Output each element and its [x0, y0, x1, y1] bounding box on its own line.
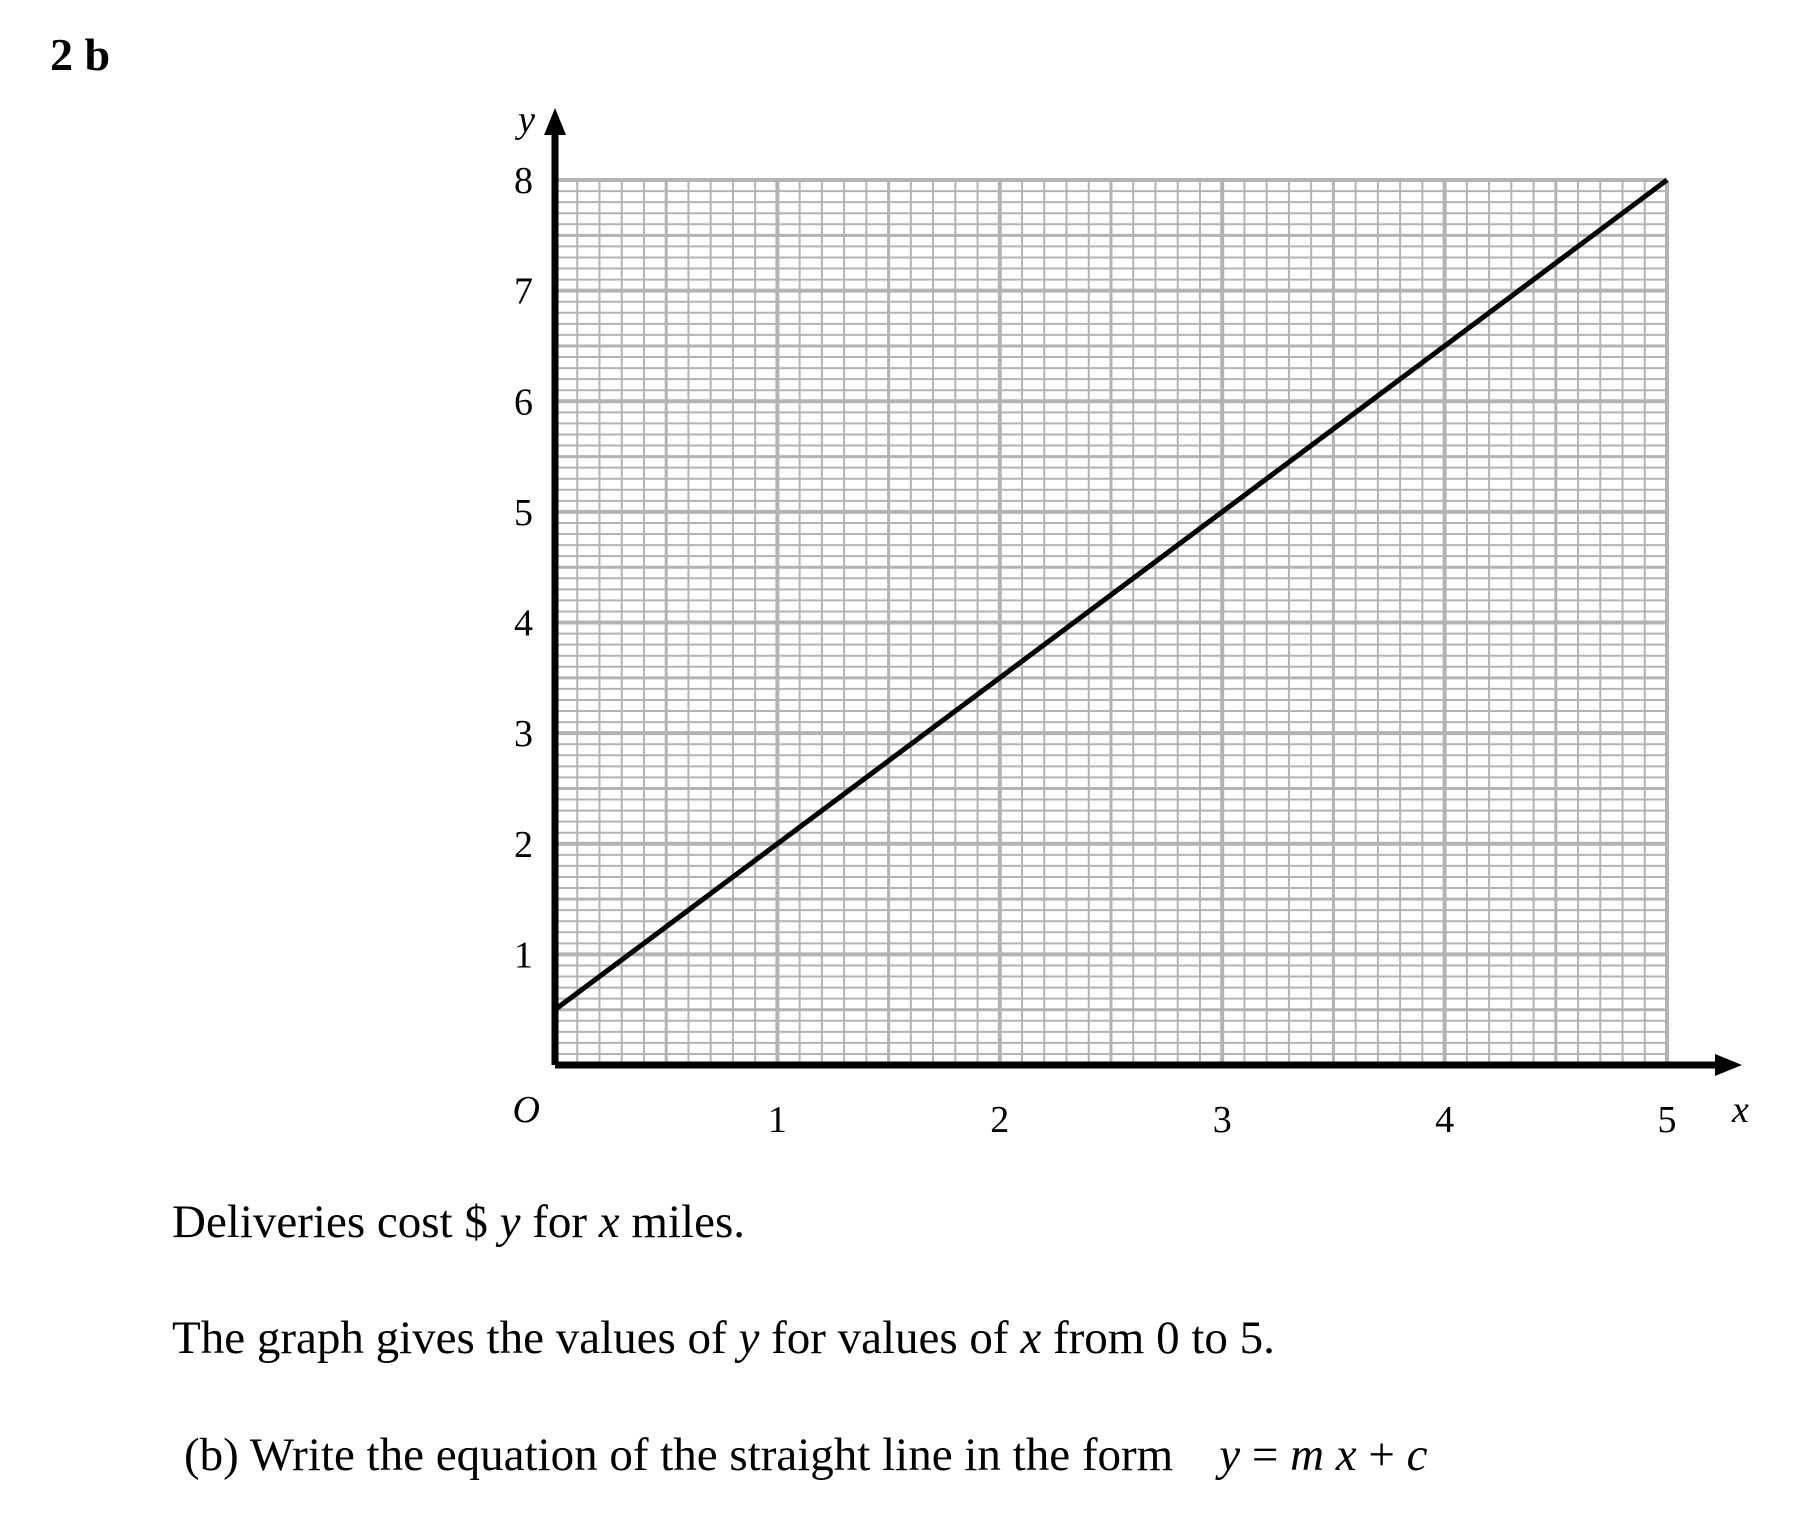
eq-equals: = [1251, 1429, 1291, 1481]
question-number: 2 b [50, 29, 111, 80]
text-fragment: Deliveries cost $ [172, 1196, 500, 1248]
paragraph-deliveries-cost [172, 1195, 745, 1249]
text-fragment: from 0 to 5. [1041, 1312, 1275, 1364]
var-y: y [738, 1312, 760, 1364]
y-tick-label: 7 [514, 270, 533, 313]
y-tick-label: 4 [514, 602, 533, 645]
x-axis-label: x [1732, 1089, 1749, 1131]
eq-plus: + [1368, 1429, 1407, 1481]
paragraph-graph-values [172, 1311, 1275, 1365]
y-tick-label: 8 [514, 160, 533, 202]
text-fragment: for [520, 1196, 599, 1248]
origin-label: O [512, 1089, 540, 1131]
text-fragment: The graph gives the values of [172, 1312, 739, 1364]
eq-m: m [1290, 1429, 1336, 1481]
eq-c: c [1406, 1429, 1428, 1481]
question-part-b [184, 1428, 1428, 1482]
eq-y: y [1219, 1429, 1252, 1481]
eq-x: x [1335, 1429, 1369, 1481]
question-text: (b) Write the equation of the straight line in the form [184, 1429, 1174, 1481]
var-y: y [499, 1196, 521, 1248]
y-axis-arrowhead [544, 108, 566, 135]
text-fragment: for values of [759, 1312, 1021, 1364]
x-tick-label: 1 [767, 1099, 787, 1141]
x-axis-arrowhead [1715, 1054, 1742, 1076]
var-x: x [598, 1196, 620, 1248]
var-x: x [1020, 1312, 1042, 1364]
x-tick-label: 2 [990, 1099, 1010, 1141]
y-tick-label: 1 [514, 934, 533, 977]
x-tick-label: 5 [1657, 1099, 1677, 1141]
equation-form [1219, 1429, 1427, 1481]
y-tick-label: 5 [514, 491, 533, 534]
y-tick-label: 6 [514, 381, 533, 424]
axes [544, 108, 1742, 1076]
y-tick-label: 2 [514, 823, 533, 866]
x-tick-label: 3 [1212, 1099, 1232, 1141]
x-tick-label: 4 [1435, 1099, 1455, 1141]
text-fragment: miles. [619, 1196, 745, 1248]
y-tick-label: 3 [514, 713, 533, 756]
y-axis-label: y [518, 99, 535, 141]
